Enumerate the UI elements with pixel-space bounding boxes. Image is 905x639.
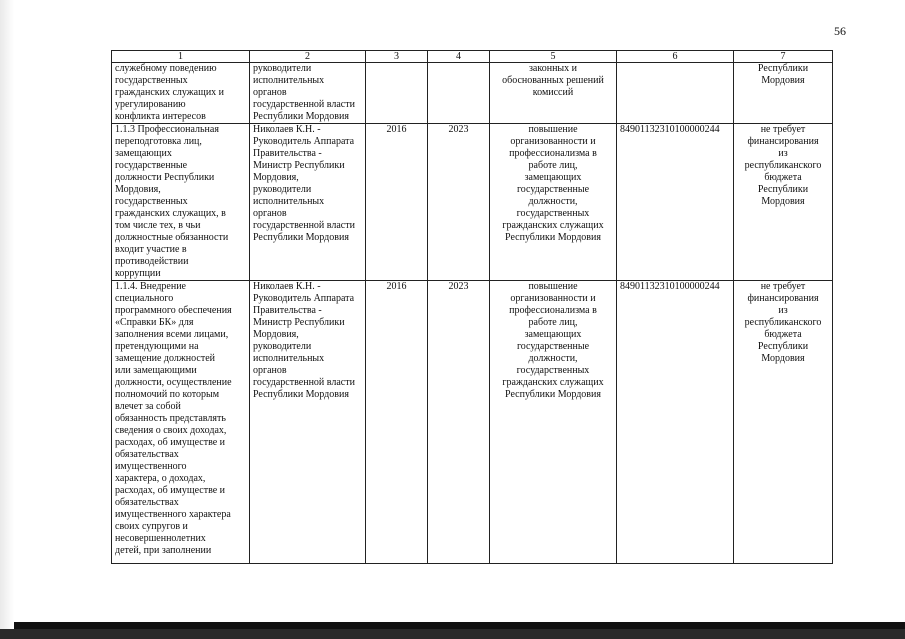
- page-number: 56: [834, 24, 846, 38]
- result-cell: [490, 124, 617, 281]
- measure-cell: [112, 124, 250, 281]
- table-row: [112, 63, 833, 124]
- result-cell: [490, 63, 617, 124]
- executor-cell: [250, 124, 366, 281]
- executor-cell: [250, 281, 366, 564]
- financing-cell: [734, 281, 833, 564]
- start-year-cell: [366, 63, 428, 124]
- start-year-cell: 2016: [366, 124, 428, 281]
- measure-text: 1.1.3 Профессиональная переподготовка лиц, замещающих государственные должности Республики Мордовия, государственных гражданских служащих, в том числе тех, в чьи должностные обязанности входит участие в противодействии коррупции: [115, 124, 229, 279]
- financing-text: не требует финансирования из республиканского бюджета Республики Мордовия: [744, 281, 822, 364]
- table-row: [112, 281, 833, 564]
- column-header-7: 7: [734, 51, 833, 63]
- financing-text: Республики Мордовия: [757, 63, 809, 86]
- end-year-cell: [428, 63, 490, 124]
- column-header-2: 2: [250, 51, 366, 63]
- scan-edge-shadow: [0, 0, 14, 639]
- result-text: законных и обоснованных решений комиссий: [502, 63, 604, 98]
- column-header-1: 1: [112, 51, 250, 63]
- result-cell: [490, 281, 617, 564]
- column-number-row: [112, 51, 833, 63]
- scan-bottom-border: [0, 629, 905, 639]
- budget-code-cell: 84901132310100000244: [617, 281, 734, 564]
- program-measures-table: [111, 50, 833, 564]
- budget-code-cell: [617, 63, 734, 124]
- measure-cell: [112, 63, 250, 124]
- scan-bottom-edge: [14, 622, 905, 629]
- column-header-3: 3: [366, 51, 428, 63]
- measure-text: служебному поведению государственных гражданских служащих и урегулированию конфликта интересов: [115, 63, 225, 122]
- executor-text: Николаев К.Н. - Руководитель Аппарата Правительства - Министр Республики Мордовия, руководители исполнительных органов государственной власти Республики Мордовия: [253, 281, 355, 400]
- start-year-cell: 2016: [366, 281, 428, 564]
- result-text: повышение организованности и профессионализма в работе лиц, замещающих государственные должности, государственных гражданских служащих Республики Мордовия: [502, 124, 604, 243]
- column-header-6: 6: [617, 51, 734, 63]
- column-header-4: 4: [428, 51, 490, 63]
- result-text: повышение организованности и профессионализма в работе лиц, замещающих государственные должности, государственных гражданских служащих Республики Мордовия: [502, 281, 604, 400]
- executor-text: руководители исполнительных органов государственной власти Республики Мордовия: [253, 63, 355, 122]
- measure-text: 1.1.4. Внедрение специального программного обеспечения «Справки БК» для заполнения всеми лицами, претендующими на замещение должностей или замещающими должности, осуществление полномочий по которым влечет за собой обязанность представлять сведения о своих доходах, расходах, об имуществе и обязательствах имущественного характера, о доходах, расходах, об имуществе и обязательствах имущественного характера своих супругов и несовершеннолетних детей, при заполнении: [115, 281, 232, 556]
- column-header-5: 5: [490, 51, 617, 63]
- executor-text: Николаев К.Н. - Руководитель Аппарата Правительства - Министр Республики Мордовия, руководители исполнительных органов государственной власти Республики Мордовия: [253, 124, 355, 243]
- financing-cell: [734, 124, 833, 281]
- budget-code-cell: 84901132310100000244: [617, 124, 734, 281]
- measure-cell: [112, 281, 250, 564]
- financing-cell: [734, 63, 833, 124]
- end-year-cell: 2023: [428, 281, 490, 564]
- table-row: [112, 124, 833, 281]
- financing-text: не требует финансирования из республиканского бюджета Республики Мордовия: [744, 124, 822, 207]
- executor-cell: [250, 63, 366, 124]
- end-year-cell: 2023: [428, 124, 490, 281]
